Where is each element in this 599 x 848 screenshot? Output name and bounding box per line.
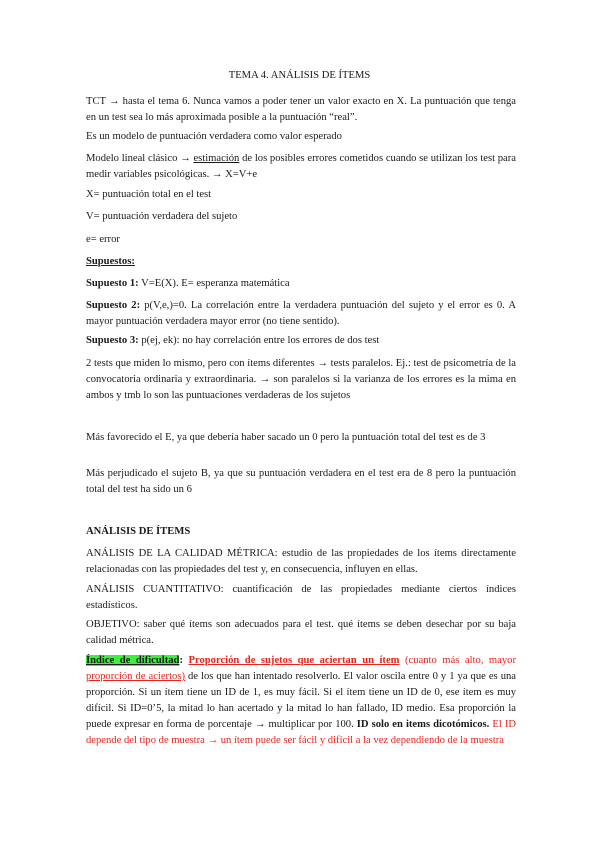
supuestos-heading: Supuestos: — [86, 256, 135, 267]
id-muestra-red: El ID depende del tipo de muestra → un ítem puede ser fácil y difícil a la vez dependiendo de la muestra — [86, 719, 516, 746]
supuesto-3-label: Supuesto 3: — [86, 335, 139, 346]
id-dicotomicos-bold: ID solo en items dicotómicos. — [356, 719, 490, 730]
paragraph-modelo: Es un modelo de puntuación verdadera como valor esperado — [86, 131, 342, 142]
section-heading-analisis: ANÁLISIS DE ÍTEMS — [86, 526, 191, 537]
supuesto-3-text: p(ej, ek): no hay correlación entre los errores de dos test — [138, 335, 380, 346]
supuesto-1 — [86, 276, 516, 292]
paragraph-x-def: X= puntuación total en el test — [86, 189, 212, 200]
modelo-lineal-pre: Modelo lineal clásico → — [86, 153, 194, 164]
supuesto-1-text: V=E(X). E= esperanza matemática — [138, 278, 290, 289]
paragraph-e-def: e= error — [86, 234, 120, 245]
paragraph-tests-paralelos: 2 tests que miden lo mismo, pero con ítems diferentes → tests paralelos. Ej.: test de psicometría de la convocatoria ordinaria y extraordinaria. → son paralelos si la varianza de los errores es la mima en ambos y tmb lo son las puntuaciones verdaderas de los sujetos — [86, 358, 516, 401]
proporcion-paren: (cuanto más alto, mayor — [399, 655, 516, 666]
supuesto-2-label: Supuesto 2: — [86, 300, 141, 311]
paragraph-v-def: V= puntuación verdadera del sujeto — [86, 211, 238, 222]
page-title: TEMA 4. ANÁLISIS DE ÍTEMS — [228, 70, 371, 81]
indice-separator: : — [179, 655, 189, 666]
supuesto-1-label: Supuesto 1: — [86, 278, 139, 289]
paragraph-cuantitativo: ANÁLISIS CUANTITATIVO: cuantificación de las propiedades mediante ciertos índices estadísticos. — [86, 584, 516, 611]
proporcion-red-underlined: Proporción de sujetos que aciertan un ítem — [188, 655, 400, 666]
modelo-lineal-post: de los posibles errores cometidos cuando se utilizan los test para medir variables psicológicas. → X=V+e — [86, 153, 516, 180]
proporcion-aciertos-underlined: proporción de aciertos) — [86, 671, 185, 682]
paragraph-modelo-lineal — [86, 151, 516, 183]
paragraph-objetivo: OBJETIVO: saber qué ítems son adecuados para el test. qué ítems se deben desechar por su baja calidad métrica. — [86, 619, 516, 646]
estimacion-underlined: estimación — [193, 153, 240, 164]
supuesto-2-text: p(V,e,)=0. La correlación entre la verdadera puntuación del sujeto y el error es 0. A mayor puntuación verdadera mayor error (no tiene sentido). — [86, 300, 516, 327]
paragraph-perjudicado: Más perjudicado el sujeto B, ya que su puntuación verdadera en el test era de 8 pero la puntuación total del test ha sido un 6 — [86, 468, 516, 495]
supuesto-2 — [86, 298, 516, 330]
paragraph-favorecido: Más favorecido el E, ya que debería haber sacado un 0 pero la puntuación total del test es de 3 — [86, 432, 486, 443]
indice-dificultad-highlight: Índice de dificultad — [86, 655, 180, 666]
paragraph-indice-dificultad — [86, 653, 516, 749]
indice-explanation: de los que han intentado resolverlo. El valor oscila entre 0 y 1 ya que es una proporción. Si un ítem tiene un ID de 1, es muy fácil. Si el ítem tiene un ID de 0, ese ítem es muy difícil. Si ID=0’5, la mitad lo han acertado y la mitad lo han fallado, ID medio. Esa proporción la puede expresar en forma de porcentaje → multiplicar por 100. — [86, 671, 516, 730]
paragraph-tct: TCT → hasta el tema 6. Nunca vamos a poder tener un valor exacto en X. La puntuación que tenga en un test sea lo más aproximada posible a la puntuación “real”. — [86, 96, 516, 123]
supuesto-3 — [86, 333, 516, 349]
paragraph-calidad-metrica: ANÁLISIS DE LA CALIDAD MÉTRICA: estudio de las propiedades de los ítems directamente relacionadas con las propiedades del test y, en consecuencia, influyen en ellas. — [86, 548, 516, 575]
